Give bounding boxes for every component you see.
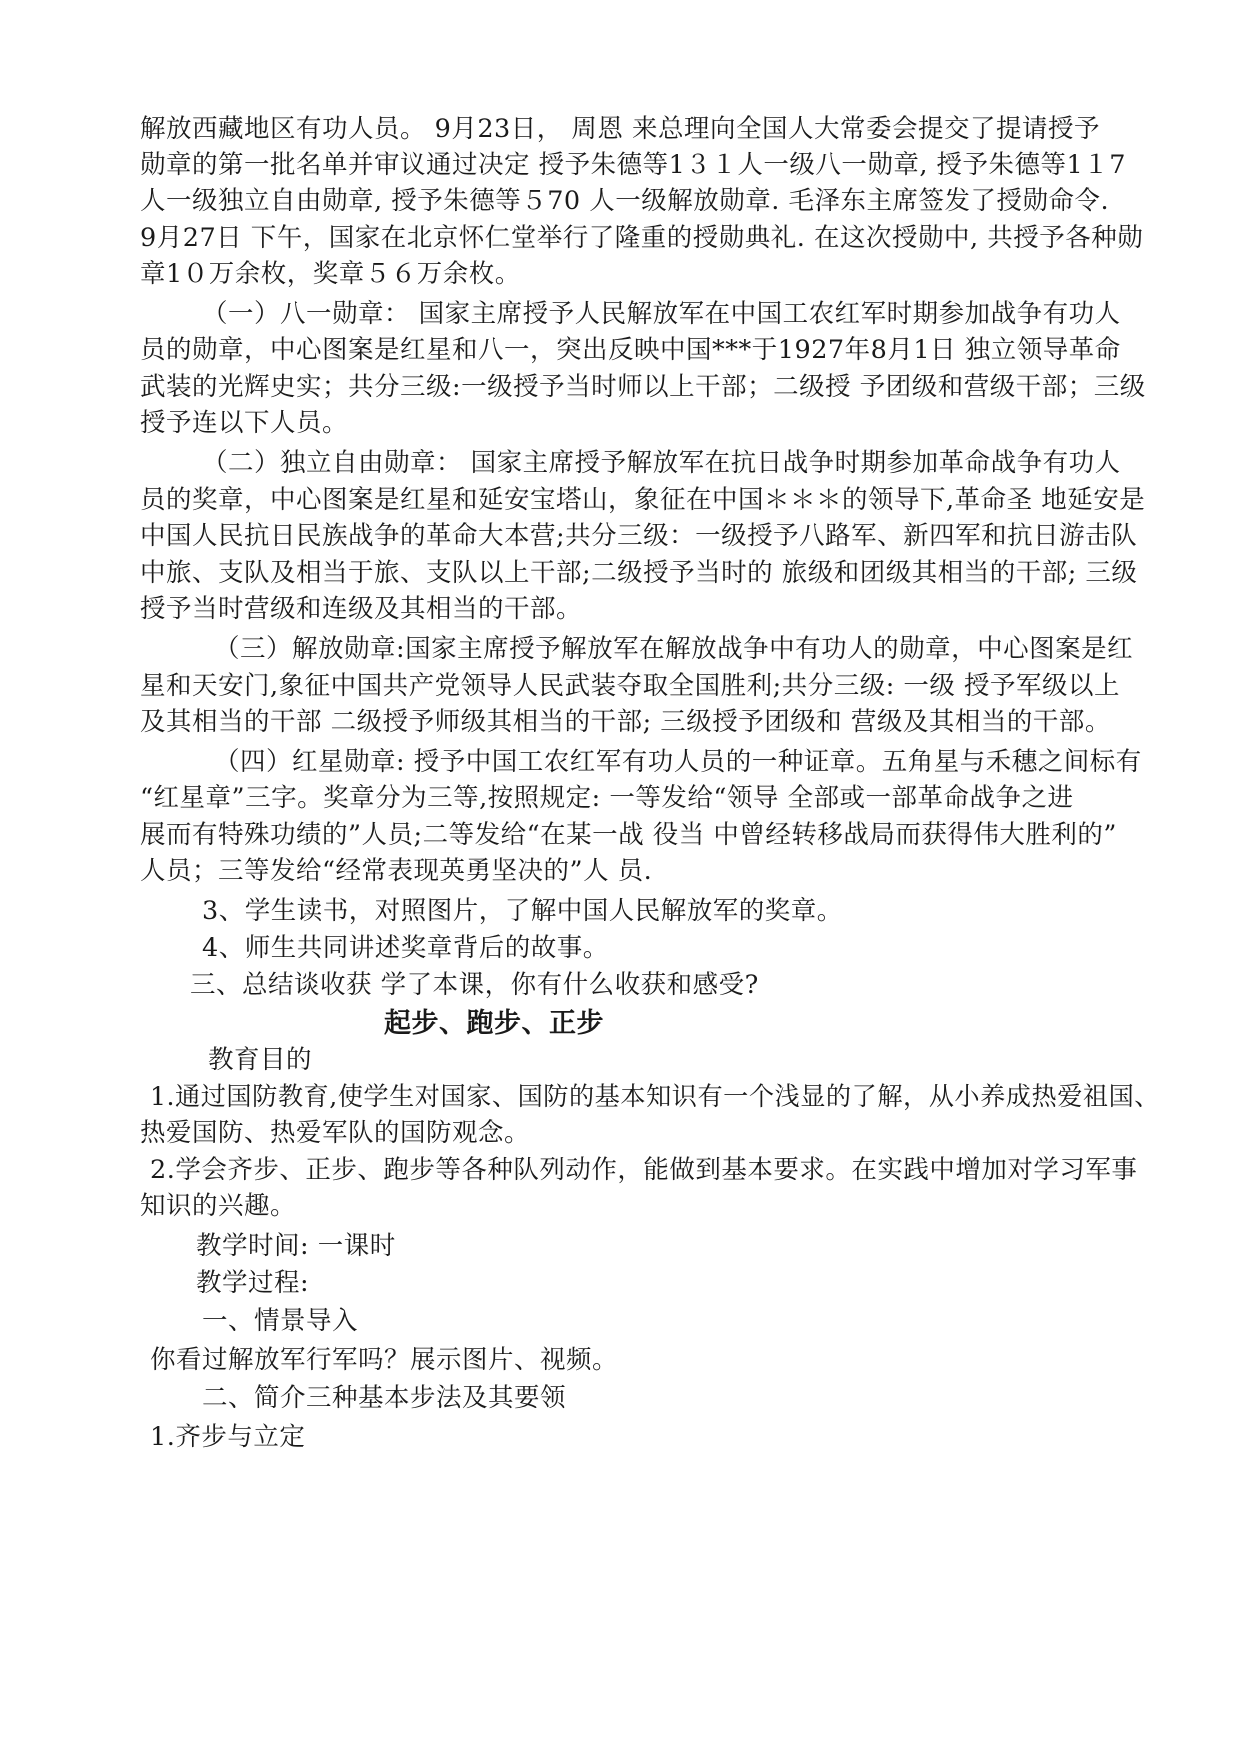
section-four-line-4: 人员；三等发给“经常表现英勇坚决的”人 员. <box>140 856 653 886</box>
section-two-line-4: 中旅、支队及相当于旅、支队以上干部;二级授予当时的 旅级和团级其相当的干部; 三级 <box>140 558 1138 588</box>
section-three-line-1: （三）解放勋章:国家主席授予解放军在解放战争中有功人的勋章，中心图案是红 <box>214 634 1134 664</box>
section-four-line-2: “红星章”三字。奖章分为三等,按照规定: 一等发给“领导 全部或一部革命战争之进 <box>140 783 1074 813</box>
section-one-line-2: 员的勋章，中心图案是红星和八一，突出反映中国***于1927年8月1日 独立领导革命 <box>140 335 1121 365</box>
section-two-line-2: 员的奖章，中心图案是红星和延安宝塔山，象征在中国＊＊＊的领导下,革命圣 地延安是 <box>140 485 1146 515</box>
para-line-1: 解放西藏地区有功人员。 9月23日， 周恩 来总理向全国人大常委会提交了提请授予 <box>140 114 1100 144</box>
section-four-line-1: （四）红星勋章: 授予中国工农红军有功人员的一种证章。五角星与禾穗之间标有 <box>214 747 1142 777</box>
section-four-line-3: 展而有特殊功绩的”人员;二等发给“在某一战 役当 中曾经转移战局而获得伟大胜利的” <box>140 820 1117 850</box>
section-three-line-2: 星和天安门,象征中国共产党领导人民武装夺取全国胜利;共分三级: 一级 授予军级以上 <box>140 671 1121 701</box>
process-step-2-item-1: 1.齐步与立定 <box>150 1422 306 1452</box>
objective-2-line-2: 知识的兴趣。 <box>140 1191 297 1221</box>
process-step-2-heading: 二、简介三种基本步法及其要领 <box>202 1383 567 1413</box>
step-3-line: 3、学生读书，对照图片，了解中国人民解放军的奖章。 <box>202 896 843 926</box>
teaching-time: 教学时间: 一课时 <box>196 1231 396 1261</box>
para-line-2: 勋章的第一批名单并审议通过决定 授予朱德等1３１人一级八一勋章, 授予朱德等1１7 <box>140 150 1126 180</box>
objective-heading: 教育目的 <box>208 1045 313 1075</box>
para-line-5: 章1０万余枚，奖章５６万余枚。 <box>140 259 521 289</box>
teaching-process-heading: 教学过程: <box>196 1268 310 1298</box>
objective-1-line-1: 1.通过国防教育,使学生对国家、国防的基本知识有一个浅显的了解，从小养成热爱祖国、 <box>150 1082 1160 1112</box>
section-one-line-1: （一）八一勋章： 国家主席授予人民解放军在中国工农红军时期参加战争有功人 <box>202 299 1121 329</box>
section-three-line-3: 及其相当的干部 二级授予师级其相当的干部; 三级授予团级和 营级及其相当的干部。 <box>140 707 1111 737</box>
process-step-1-text: 你看过解放军行军吗？展示图片、视频。 <box>150 1345 619 1375</box>
section-one-line-4: 授予连以下人员。 <box>140 408 349 438</box>
section-one-line-3: 武装的光辉史实；共分三级:一级授予当时师以上干部；二级授 予团级和营级干部；三级 <box>140 372 1146 402</box>
summary-line: 三、总结谈收获 学了本课，你有什么收获和感受? <box>190 970 759 1000</box>
lesson-title: 起步、跑步、正步 <box>384 1008 604 1039</box>
para-line-4: 9月27日 下午，国家在北京怀仁堂举行了隆重的授勋典礼. 在这次授勋中, 共授予各种勋 <box>140 223 1144 253</box>
step-4-line: 4、师生共同讲述奖章背后的故事。 <box>202 933 609 963</box>
objective-2-line-1: 2.学会齐步、正步、跑步等各种队列动作，能做到基本要求。在实践中增加对学习军事 <box>150 1155 1138 1185</box>
para-line-3: 人一级独立自由勋章, 授予朱德等５70 人一级解放勋章. 毛泽东主席签发了授勋命令. <box>140 186 1110 216</box>
process-step-1-heading: 一、情景导入 <box>202 1306 359 1336</box>
section-two-line-1: （二）独立自由勋章： 国家主席授予解放军在抗日战争时期参加革命战争有功人 <box>202 448 1121 478</box>
section-two-line-3: 中国人民抗日民族战争的革命大本营;共分三级：一级授予八路军、新四军和抗日游击队 <box>140 521 1138 551</box>
objective-1-line-2: 热爱国防、热爱军队的国防观念。 <box>140 1118 531 1148</box>
section-two-line-5: 授予当时营级和连级及其相当的干部。 <box>140 594 583 624</box>
